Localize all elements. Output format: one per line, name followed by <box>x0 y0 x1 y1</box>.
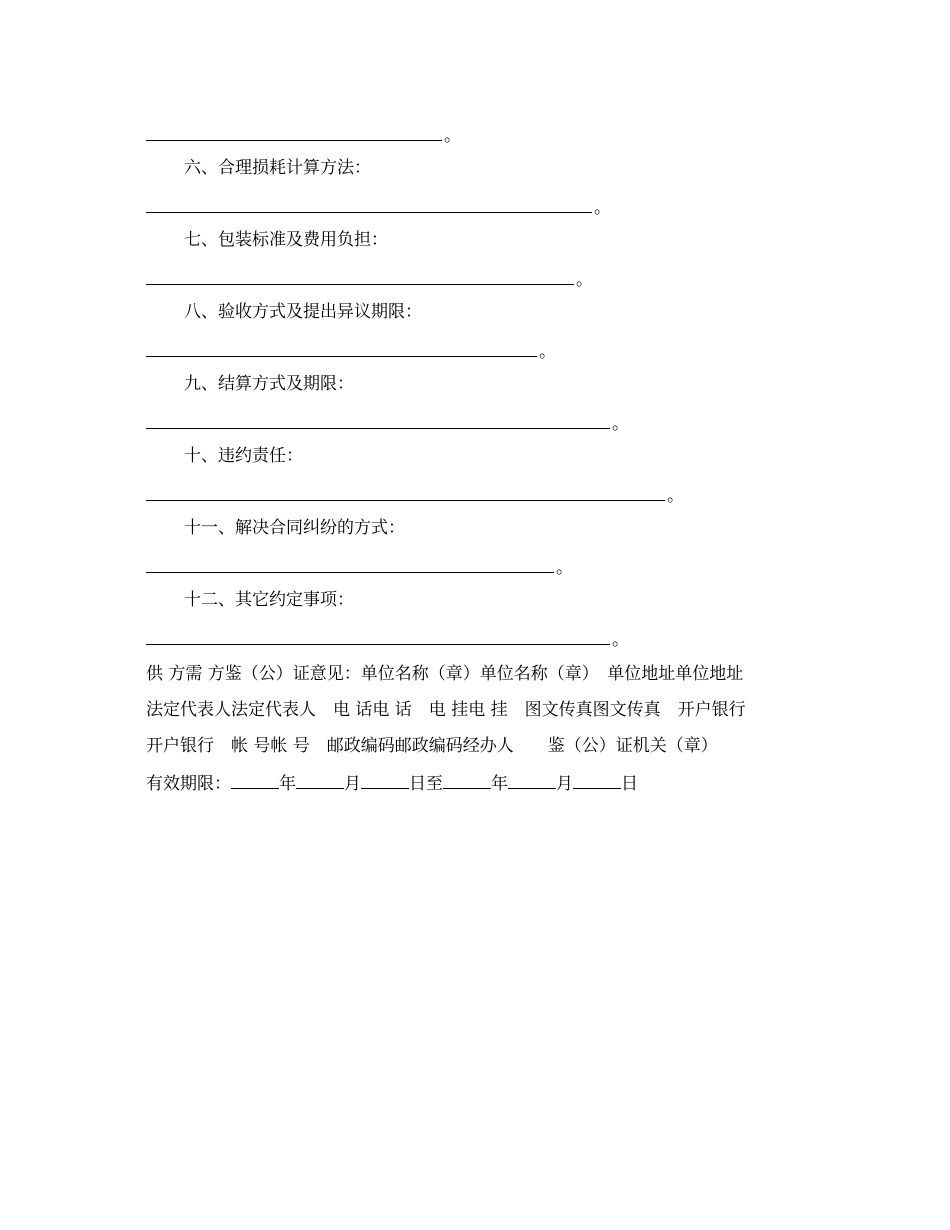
end-year-blank[interactable] <box>443 774 491 789</box>
blank-underline[interactable] <box>146 198 592 213</box>
end-day-blank[interactable] <box>573 774 621 789</box>
blank-underline[interactable] <box>146 558 554 573</box>
section-heading-other: 十二、其它约定事项： <box>184 590 354 610</box>
period: 。 <box>667 486 684 506</box>
day-label: 日 <box>621 774 638 794</box>
signature-line-2: 法定代表人法定代表人 电 话电 话 电 挂电 挂 图文传真图文传真 开户银行 <box>146 700 746 720</box>
validity-label: 有效期限： <box>146 774 231 794</box>
fill-in-line <box>146 198 611 218</box>
section-heading-dispute: 十一、解决合同纠纷的方式： <box>184 518 405 538</box>
end-month-blank[interactable] <box>508 774 556 789</box>
period: 。 <box>444 126 461 146</box>
blank-underline[interactable] <box>146 486 665 501</box>
fill-in-line <box>146 342 556 362</box>
period: 。 <box>612 414 629 434</box>
signature-line-1: 供 方需 方鉴（公）证意见：单位名称（章）单位名称（章） 单位地址单位地址 <box>146 664 744 684</box>
period: 。 <box>594 198 611 218</box>
period: 。 <box>612 630 629 650</box>
fill-in-line <box>146 414 629 434</box>
month-label: 月 <box>556 774 573 794</box>
blank-underline[interactable] <box>146 342 537 357</box>
blank-underline[interactable] <box>146 630 610 645</box>
validity-period <box>146 774 638 794</box>
start-day-blank[interactable] <box>361 774 409 789</box>
month-label: 月 <box>344 774 361 794</box>
fill-in-line <box>146 630 629 650</box>
section-heading-packaging: 七、包装标准及费用负担： <box>184 230 388 250</box>
period: 。 <box>539 342 556 362</box>
start-month-blank[interactable] <box>296 774 344 789</box>
start-year-blank[interactable] <box>231 774 279 789</box>
signature-line-3: 开户银行 帐 号帐 号 邮政编码邮政编码经办人 鉴（公）证机关（章） <box>146 736 718 756</box>
fill-in-line <box>146 126 461 146</box>
blank-underline[interactable] <box>146 414 610 429</box>
to-label: 至 <box>426 774 443 794</box>
period: 。 <box>556 558 573 578</box>
section-heading-acceptance: 八、验收方式及提出异议期限： <box>184 302 422 322</box>
period: 。 <box>576 270 593 290</box>
blank-underline[interactable] <box>146 270 574 285</box>
section-heading-liability: 十、违约责任： <box>184 446 303 466</box>
blank-underline[interactable] <box>146 126 442 141</box>
day-label: 日 <box>409 774 426 794</box>
fill-in-line <box>146 270 593 290</box>
fill-in-line <box>146 558 573 578</box>
section-heading-settlement: 九、结算方式及期限： <box>184 374 354 394</box>
year-label: 年 <box>279 774 296 794</box>
fill-in-line <box>146 486 684 506</box>
year-label: 年 <box>491 774 508 794</box>
section-heading-loss-calculation: 六、合理损耗计算方法： <box>184 158 371 178</box>
